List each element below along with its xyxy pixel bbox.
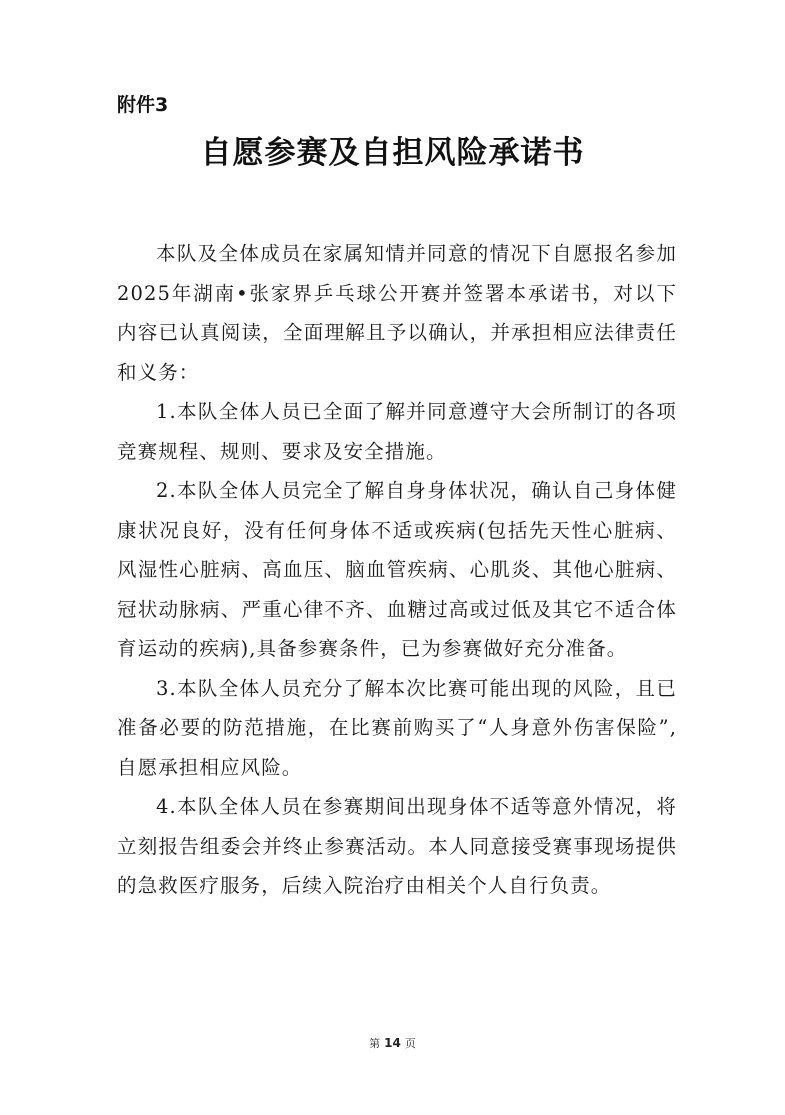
- page-number: 14: [384, 1036, 401, 1050]
- clause-4-paragraph: 4.本队全体人员在参赛期间出现身体不适等意外情况，将立刻报告组委会并终止参赛活动。本人同意接受赛事现场提供的急救医疗服务，后续入院治疗由相关个人自行负责。: [117, 795, 677, 897]
- clause-3-paragraph: 3.本队全体人员充分了解本次比赛可能出现的风险，且已准备必要的防范措施，在比赛前购买了“人身意外伤害保险”,自愿承担相应风险。: [117, 676, 677, 779]
- page-number-prefix: 第: [369, 1037, 381, 1050]
- attachment-label: 附件3: [117, 94, 169, 116]
- page-number-suffix: 页: [404, 1037, 416, 1050]
- clause-2-paragraph: 2.本队全体人员完全了解自身身体状况，确认自己身体健康状况良好，没有任何身体不适或疾病(包括先天性心脏病、风湿性心脏病、高血压、脑血管疾病、心肌炎、其他心脏病、冠状动脉病、严重心律不齐、血糖过高或过低及其它不适合体育运动的疾病),具备参赛条件，已为参赛做好充分准备。: [117, 479, 677, 660]
- page-footer: [0, 1035, 785, 1052]
- document-body: [117, 234, 677, 906]
- clause-1-paragraph: 1.本队全体人员已全面了解并同意遵守大会所制订的各项竞赛规程、规则、要求及安全措施。: [117, 400, 677, 463]
- intro-paragraph: 本队及全体成员在家属知情并同意的情况下自愿报名参加2025年湖南•张家界乒乓球公开赛并签署本承诺书，对以下内容已认真阅读，全面理解且予以确认，并承担相应法律责任和义务：: [117, 242, 677, 384]
- document-title: 自愿参赛及自担风险承诺书: [200, 135, 585, 171]
